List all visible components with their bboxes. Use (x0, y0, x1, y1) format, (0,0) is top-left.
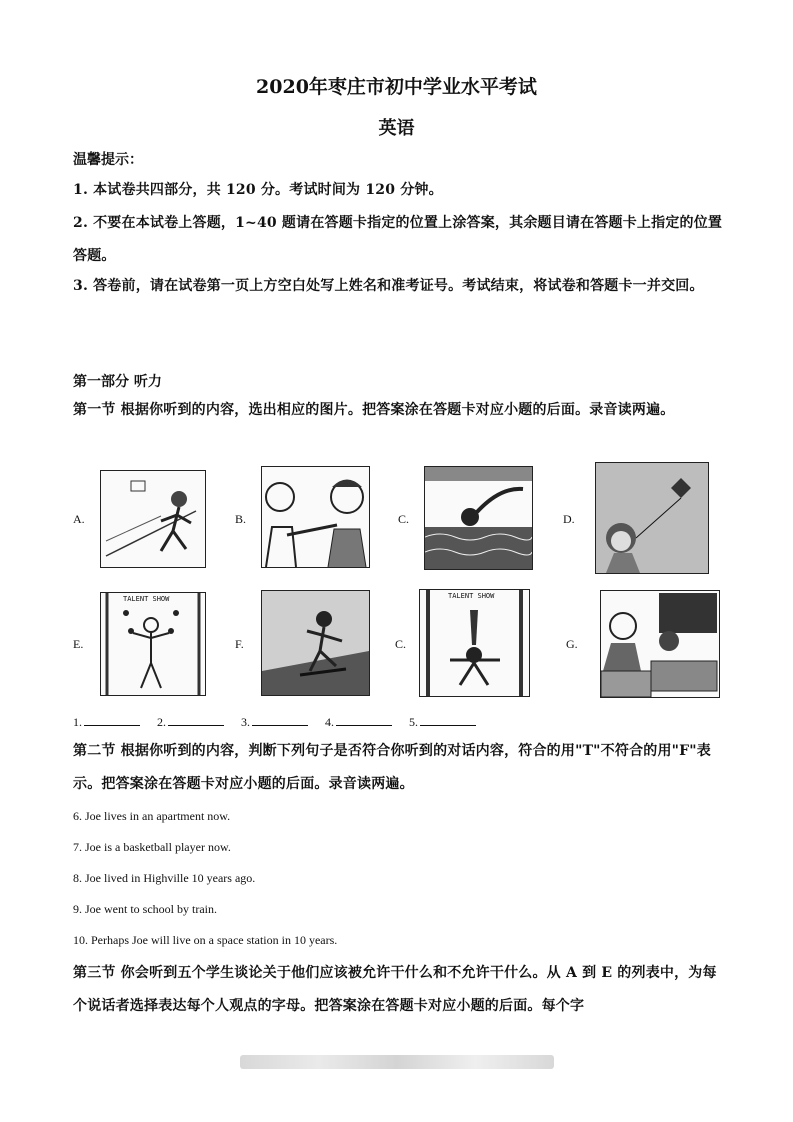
statement-8: 8. Joe lived in Highville 10 years ago. (73, 871, 256, 885)
talent-show-sign-2: TALENT SHOW (448, 592, 495, 600)
answer-blank-5[interactable] (420, 713, 476, 726)
blank-label-1: 1. (73, 715, 82, 729)
juggler-illustration (101, 593, 205, 695)
kite-girl-picture (595, 462, 709, 574)
option-label-c: C. (398, 512, 410, 526)
acrobat-picture (419, 589, 530, 697)
exam-title: 2020年枣庄市初中学业水平考试 (256, 76, 537, 98)
statement-6: 6. Joe lives in an apartment now. (73, 809, 231, 823)
part1-heading: 第一部分 听力 (73, 374, 162, 390)
answer-blank-2[interactable] (168, 713, 224, 726)
classroom-picture (600, 590, 720, 698)
runner-picture (100, 470, 206, 568)
statement-9: 9. Joe went to school by train. (73, 902, 217, 916)
notice-item-2: 2. 不要在本试卷上答题，1~40 题请在答题卡指定的位置上涂答案，其余题目请在答题卡上指定的位置答题。 (73, 215, 723, 264)
section2-instruction: 第二节 根据你听到的内容，判断下列句子是否符合你听到的对话内容，符合的用"T"不符合的用"F"表示。把答案涂在答题卡对应小题的后面。录音读两遍。 (73, 743, 712, 792)
answer-blank-1[interactable] (84, 713, 140, 726)
option-label-c2: C. (395, 637, 407, 651)
skateboarder-illustration (262, 591, 369, 695)
option-label-b: B. (235, 512, 247, 526)
teacher-student-picture (261, 466, 370, 568)
blank-label-4: 4. (325, 715, 334, 729)
notice-heading: 温馨提示： (73, 152, 143, 168)
juggler-picture (100, 592, 206, 696)
swimmer-picture (424, 466, 533, 570)
swimmer-illustration (425, 467, 532, 569)
runner-illustration (101, 471, 205, 567)
classroom-illustration (601, 591, 719, 697)
answer-blank-4[interactable] (336, 713, 392, 726)
notice-item-3: 3. 答卷前，请在试卷第一页上方空白处写上姓名和准考证号。考试结束，将试卷和答题卡一并交回。 (73, 278, 704, 294)
answer-blank-3[interactable] (252, 713, 308, 726)
section3-instruction: 第三节 你会听到五个学生谈论关于他们应该被允许干什么和不允许干什么。从 A 到 E 的列表中，为每个说话者选择表达每个人观点的字母。把答案涂在答题卡对应小题的后面。每个字 (73, 965, 717, 1014)
subject-title: 英语 (378, 118, 415, 139)
statement-7: 7. Joe is a basketball player now. (73, 840, 231, 854)
section1-instruction: 第一节 根据你听到的内容，选出相应的图片。把答案涂在答题卡对应小题的后面。录音读两遍。 (73, 402, 675, 418)
kite-girl-illustration (596, 463, 708, 573)
option-label-a: A. (73, 512, 85, 526)
option-label-d: D. (563, 512, 575, 526)
skateboarder-picture (261, 590, 370, 696)
blank-label-3: 3. (241, 715, 250, 729)
option-label-f: F. (235, 637, 244, 651)
talent-show-sign: TALENT SHOW (123, 595, 170, 603)
statement-10: 10. Perhaps Joe will live on a space station in 10 years. (73, 933, 338, 947)
blank-label-5: 5. (409, 715, 418, 729)
blank-label-2: 2. (157, 715, 166, 729)
blurred-watermark (240, 1055, 554, 1069)
option-label-e: E. (73, 637, 84, 651)
answer-blanks (73, 713, 490, 730)
teacher-student-illustration (262, 467, 369, 567)
acrobat-illustration (420, 590, 529, 696)
option-label-g: G. (566, 637, 578, 651)
notice-item-1: 1. 本试卷共四部分，共 120 分。考试时间为 120 分钟。 (73, 182, 443, 198)
